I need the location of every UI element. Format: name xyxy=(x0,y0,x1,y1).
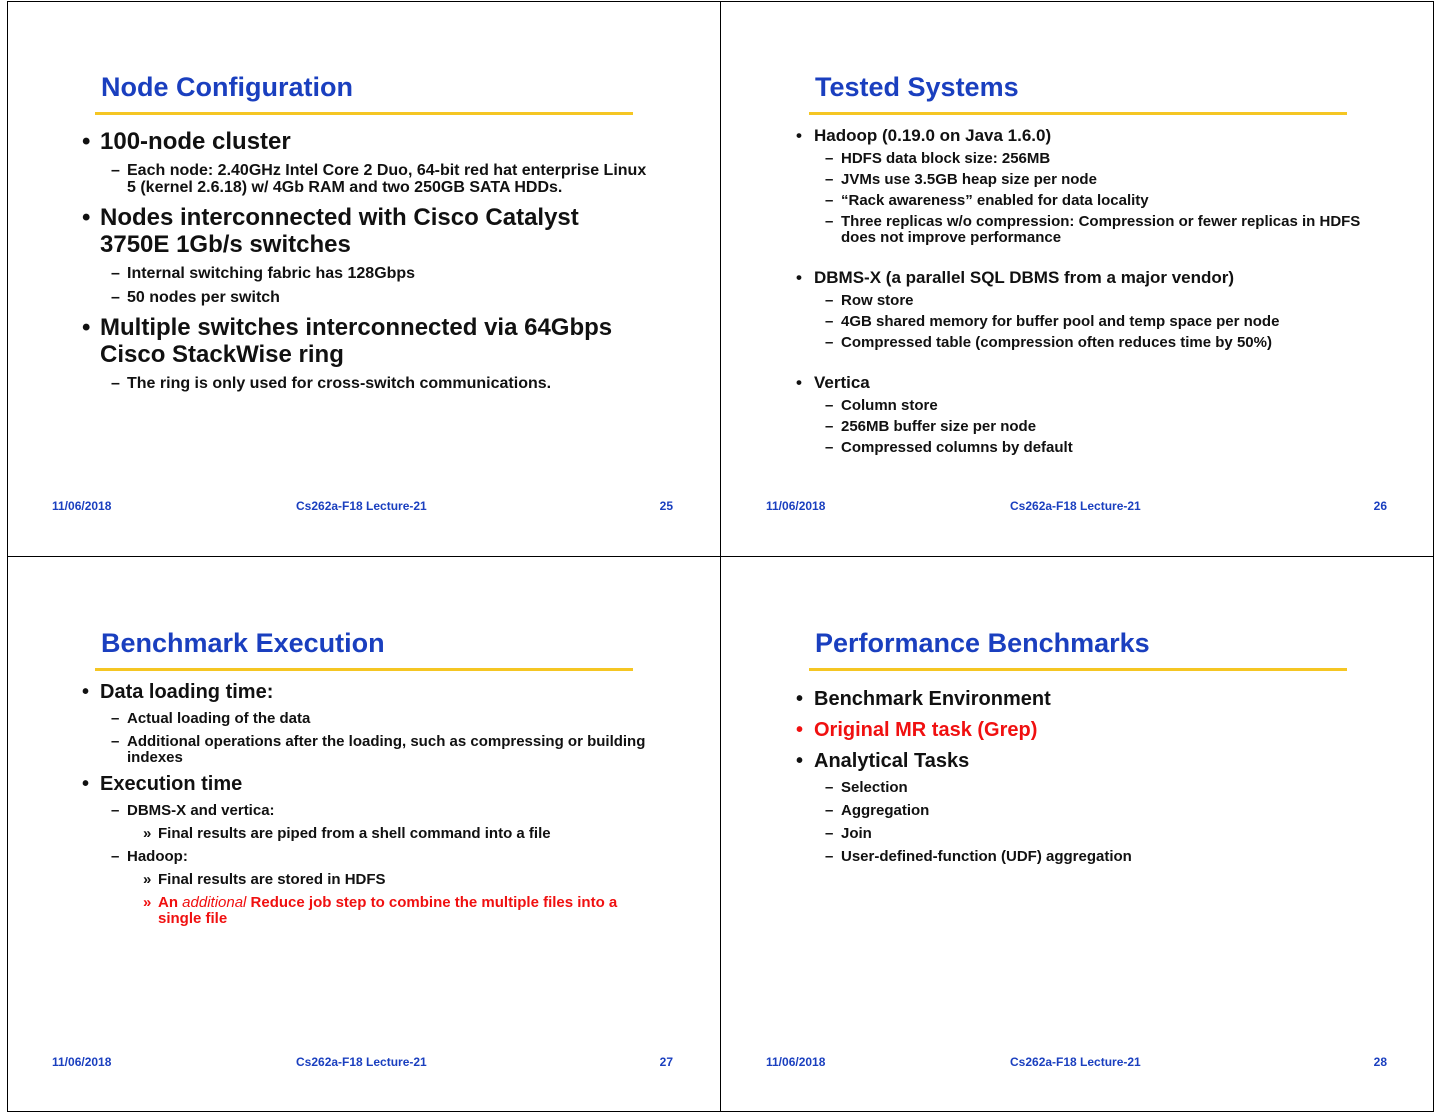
item-text: Benchmark Environment xyxy=(814,688,1051,710)
item-text: Additional operations after the loading, such as compressing or building indexes xyxy=(127,733,646,766)
item-text: Internal switching fabric has 128Gbps xyxy=(127,265,416,282)
dash-icon: – xyxy=(111,289,120,306)
sub-sub-bullet-item xyxy=(7,895,647,927)
item-text: Compressed table (compression often reduces time by 50%) xyxy=(841,334,1272,351)
footer-page-number: 26 xyxy=(1373,499,1387,513)
item-text: Final results are stored in HDFS xyxy=(158,871,386,888)
item-text: DBMS-X (a parallel SQL DBMS from a major vendor) xyxy=(814,268,1235,287)
sub-bullet-item xyxy=(7,265,647,282)
dash-icon: – xyxy=(825,418,834,435)
bullet-icon: • xyxy=(82,128,91,155)
title-underline xyxy=(95,668,633,671)
item-text: Original MR task (Grep) xyxy=(814,719,1038,741)
bullet-icon: • xyxy=(82,314,91,341)
slide-content xyxy=(721,680,1361,865)
dash-icon: – xyxy=(825,292,834,309)
sub-bullet-item xyxy=(721,398,1361,414)
bullet-item xyxy=(721,719,1361,742)
sub-bullet-item xyxy=(7,711,647,727)
bullet-item xyxy=(721,750,1361,773)
dash-icon: – xyxy=(825,334,834,351)
bullet-icon: • xyxy=(82,681,90,703)
item-text: Column store xyxy=(841,397,938,414)
sub-sub-bullet-item xyxy=(7,872,647,888)
footer-course: Cs262a-F18 Lecture-21 xyxy=(296,1055,427,1069)
slide-title: Node Configuration xyxy=(101,72,353,102)
slide-content xyxy=(721,124,1361,456)
item-text: Vertica xyxy=(814,373,870,392)
item-text: Aggregation xyxy=(841,802,930,819)
text-segment: additional xyxy=(182,894,247,911)
sub-bullet-item xyxy=(7,734,647,766)
sub-bullet-item xyxy=(721,440,1361,456)
dash-icon: – xyxy=(825,439,834,456)
item-text: 50 nodes per switch xyxy=(127,289,280,306)
footer-page-number: 27 xyxy=(659,1055,673,1069)
item-text: Final results are piped from a shell command into a file xyxy=(158,825,551,842)
bullet-icon: • xyxy=(82,773,90,795)
dash-icon: – xyxy=(825,802,834,819)
item-text: “Rack awareness” enabled for data locality xyxy=(841,192,1149,209)
footer-date: 11/06/2018 xyxy=(52,499,112,513)
bullet-item xyxy=(7,314,647,368)
bullet-item xyxy=(7,128,647,155)
footer-date: 11/06/2018 xyxy=(766,499,826,513)
bullet-icon: • xyxy=(796,688,804,710)
footer-page-number: 25 xyxy=(659,499,673,513)
dash-icon: – xyxy=(111,710,120,727)
bullet-item xyxy=(7,773,647,796)
bullet-icon: • xyxy=(796,268,802,287)
bullet-item xyxy=(7,204,647,258)
item-text: Join xyxy=(841,825,872,842)
item-text: Analytical Tasks xyxy=(814,750,970,772)
sub-bullet-item xyxy=(721,151,1361,167)
title-underline xyxy=(809,112,1347,115)
item-text: User-defined-function (UDF) aggregation xyxy=(841,848,1132,865)
footer-course: Cs262a-F18 Lecture-21 xyxy=(1010,499,1141,513)
bullet-icon: • xyxy=(82,204,91,231)
sub-bullet-item xyxy=(721,780,1361,796)
item-text: Row store xyxy=(841,292,914,309)
slide-26 xyxy=(721,1,1434,556)
slide-content xyxy=(7,124,647,392)
bullet-item xyxy=(721,373,1361,393)
dash-icon: – xyxy=(825,171,834,188)
item-text: JVMs use 3.5GB heap size per node xyxy=(841,171,1097,188)
sub-bullet-item xyxy=(7,162,647,196)
dash-icon: – xyxy=(825,397,834,414)
dash-icon: – xyxy=(111,162,120,179)
sub-bullet-item xyxy=(7,849,647,865)
bullet-item xyxy=(721,688,1361,711)
dash-icon: – xyxy=(825,825,834,842)
footer-date: 11/06/2018 xyxy=(766,1055,826,1069)
item-text: Each node: 2.40GHz Intel Core 2 Duo, 64-bit red hat enterprise Linux 5 (kernel 2.6.18) w/ 4Gb RAM and two 250GB SATA HDDs. xyxy=(127,162,647,196)
dash-icon: – xyxy=(111,265,120,282)
dash-icon: – xyxy=(825,150,834,167)
sub-bullet-item xyxy=(721,803,1361,819)
slide-27 xyxy=(7,557,720,1112)
sub-bullet-item xyxy=(7,375,647,392)
dash-icon: – xyxy=(825,313,834,330)
dash-icon: – xyxy=(825,848,834,865)
item-text: Multiple switches interconnected via 64Gbps Cisco StackWise ring xyxy=(100,314,613,368)
sub-bullet-item xyxy=(7,803,647,819)
sub-bullet-item xyxy=(721,293,1361,309)
footer-course: Cs262a-F18 Lecture-21 xyxy=(1010,1055,1141,1069)
dash-icon: – xyxy=(111,848,120,865)
chevron-icon: » xyxy=(143,894,152,911)
item-text: 100-node cluster xyxy=(100,128,291,155)
bullet-item xyxy=(721,268,1361,288)
item-text: Hadoop: xyxy=(127,848,188,865)
sub-bullet-item xyxy=(721,826,1361,842)
dash-icon: – xyxy=(111,802,120,819)
item-text: Nodes interconnected with Cisco Catalyst 3750E 1Gb/s switches xyxy=(100,204,579,258)
slide-title: Performance Benchmarks xyxy=(815,628,1150,658)
slide-25 xyxy=(7,1,720,556)
footer-course: Cs262a-F18 Lecture-21 xyxy=(296,499,427,513)
item-text: Selection xyxy=(841,779,908,796)
chevron-icon: » xyxy=(143,871,152,888)
sub-bullet-item xyxy=(721,193,1361,209)
sub-bullet-item xyxy=(721,419,1361,435)
slide-title: Benchmark Execution xyxy=(101,628,385,658)
sub-bullet-item xyxy=(721,335,1361,351)
bullet-icon: • xyxy=(796,373,802,392)
bullet-item xyxy=(721,126,1361,146)
title-underline xyxy=(95,112,633,115)
text-segment: Reduce job step to combine the multiple files into a single file xyxy=(158,894,618,927)
bullet-icon: • xyxy=(796,750,804,772)
sub-bullet-item xyxy=(721,172,1361,188)
item-text: Hadoop (0.19.0 on Java 1.6.0) xyxy=(814,126,1052,145)
bullet-icon: • xyxy=(796,126,802,145)
bullet-item xyxy=(7,681,647,704)
item-text: 4GB shared memory for buffer pool and temp space per node xyxy=(841,313,1280,330)
dash-icon: – xyxy=(111,375,120,392)
sub-sub-bullet-item xyxy=(7,826,647,842)
item-text: HDFS data block size: 256MB xyxy=(841,150,1051,167)
slide-content xyxy=(7,680,647,927)
item-text: 256MB buffer size per node xyxy=(841,418,1037,435)
footer-page-number: 28 xyxy=(1373,1055,1387,1069)
text-segment: An xyxy=(158,894,183,911)
sub-bullet-item xyxy=(721,314,1361,330)
dash-icon: – xyxy=(825,192,834,209)
sub-bullet-item xyxy=(721,214,1361,246)
chevron-icon: » xyxy=(143,825,152,842)
item-text: Data loading time: xyxy=(100,681,274,703)
bullet-icon: • xyxy=(796,719,804,741)
dash-icon: – xyxy=(825,779,834,796)
item-text: Execution time xyxy=(100,773,243,795)
sub-bullet-item xyxy=(721,849,1361,865)
dash-icon: – xyxy=(825,213,834,230)
item-text: DBMS-X and vertica: xyxy=(127,802,275,819)
dash-icon: – xyxy=(111,733,120,750)
title-underline xyxy=(809,668,1347,671)
footer-date: 11/06/2018 xyxy=(52,1055,112,1069)
item-text: Actual loading of the data xyxy=(127,710,311,727)
slide-title: Tested Systems xyxy=(815,72,1019,102)
sub-bullet-item xyxy=(7,289,647,306)
slide-28 xyxy=(721,557,1434,1112)
item-text: Compressed columns by default xyxy=(841,439,1073,456)
item-text: Three replicas w/o compression: Compression or fewer replicas in HDFS does not improve performance xyxy=(841,213,1361,246)
item-text: The ring is only used for cross-switch communications. xyxy=(127,375,552,392)
